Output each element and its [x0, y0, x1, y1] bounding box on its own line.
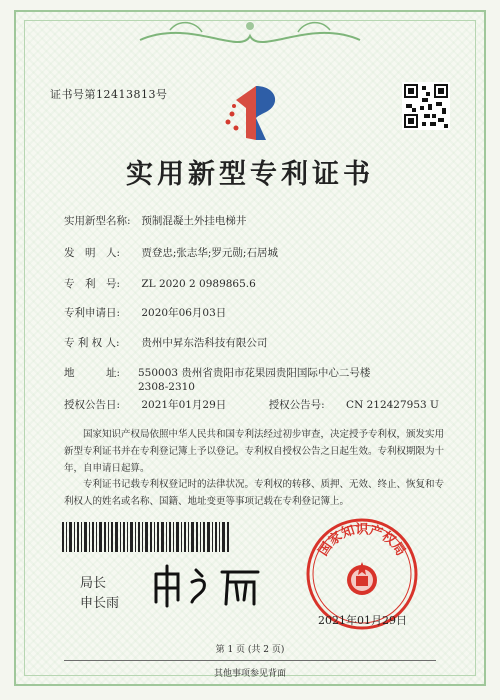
footer-note: 其他事项参见背面 [213, 669, 286, 679]
page-number: 第 1 页 (共 2 页) [215, 645, 285, 655]
seal-date: 2021年01月29日 [318, 614, 407, 627]
field-address-value: 550003 贵州省贵阳市花果园贵阳国际中心二号楼2308-2310 [138, 367, 371, 393]
certificate-number: 证书号第12413813号 [50, 88, 168, 101]
patent-office-logo-icon [222, 82, 284, 144]
field-label: 专 利 号: [64, 278, 121, 290]
field-value: ZL 2020 2 0989865.6 [141, 278, 256, 290]
field-label: 实用新型名称: [64, 215, 131, 227]
field-inventors [64, 246, 278, 260]
field-value: 预制混凝土外挂电梯井 [141, 215, 247, 227]
grant-statement-paragraph: 国家知识产权局依照中华人民共和国专利法经过初步审查，决定授予专利权，颁发实用新型专利证书并在专利登记簿上予以登记。专利权自授权公告之日起生效。专利权期限为十年，自申请日起算。 [64, 429, 445, 474]
field-grant-date [64, 398, 439, 412]
field-utility-model-name [64, 214, 246, 228]
field-value: CN 212427953 U [346, 399, 439, 411]
official-title: 局长 [80, 576, 107, 591]
decorative-vine-icon [120, 14, 380, 58]
field-value: 2021年01月29日 [141, 399, 227, 411]
field-application-date [64, 306, 226, 320]
official-name: 申长雨 [80, 596, 120, 611]
field-label: 专 利 权 人: [64, 337, 120, 349]
svg-text:国家知识产权局: 国家知识产权局 [316, 522, 408, 559]
field-label: 地 址: [64, 367, 121, 379]
field-label: 专利申请日: [64, 307, 121, 319]
field-value: 2020年06月03日 [141, 307, 227, 319]
field-label: 授权公告日: [64, 399, 121, 411]
barcode-icon [62, 522, 232, 552]
qr-code-icon [402, 82, 450, 130]
field-address-label-row [64, 366, 138, 380]
field-label: 授权公告号: [268, 399, 325, 411]
field-value: 贵州中昇东浩科技有限公司 [141, 337, 268, 349]
field-patent-number [64, 277, 256, 291]
certificate-title: 实用新型专利证书 [126, 159, 374, 190]
field-label: 发 明 人: [64, 247, 121, 259]
legal-status-paragraph: 专利证书记载专利权登记时的法律状况。专利权的转移、质押、无效、终止、恢复和专利权人的姓名或名称、国籍、地址变更等事项记载在专利登记簿上。 [64, 479, 445, 507]
field-value: 贾登忠;张志华;罗元勋;石居城 [141, 247, 278, 259]
footer-divider [64, 660, 436, 661]
handwritten-signature-icon [148, 560, 268, 610]
field-patentee [64, 336, 267, 350]
